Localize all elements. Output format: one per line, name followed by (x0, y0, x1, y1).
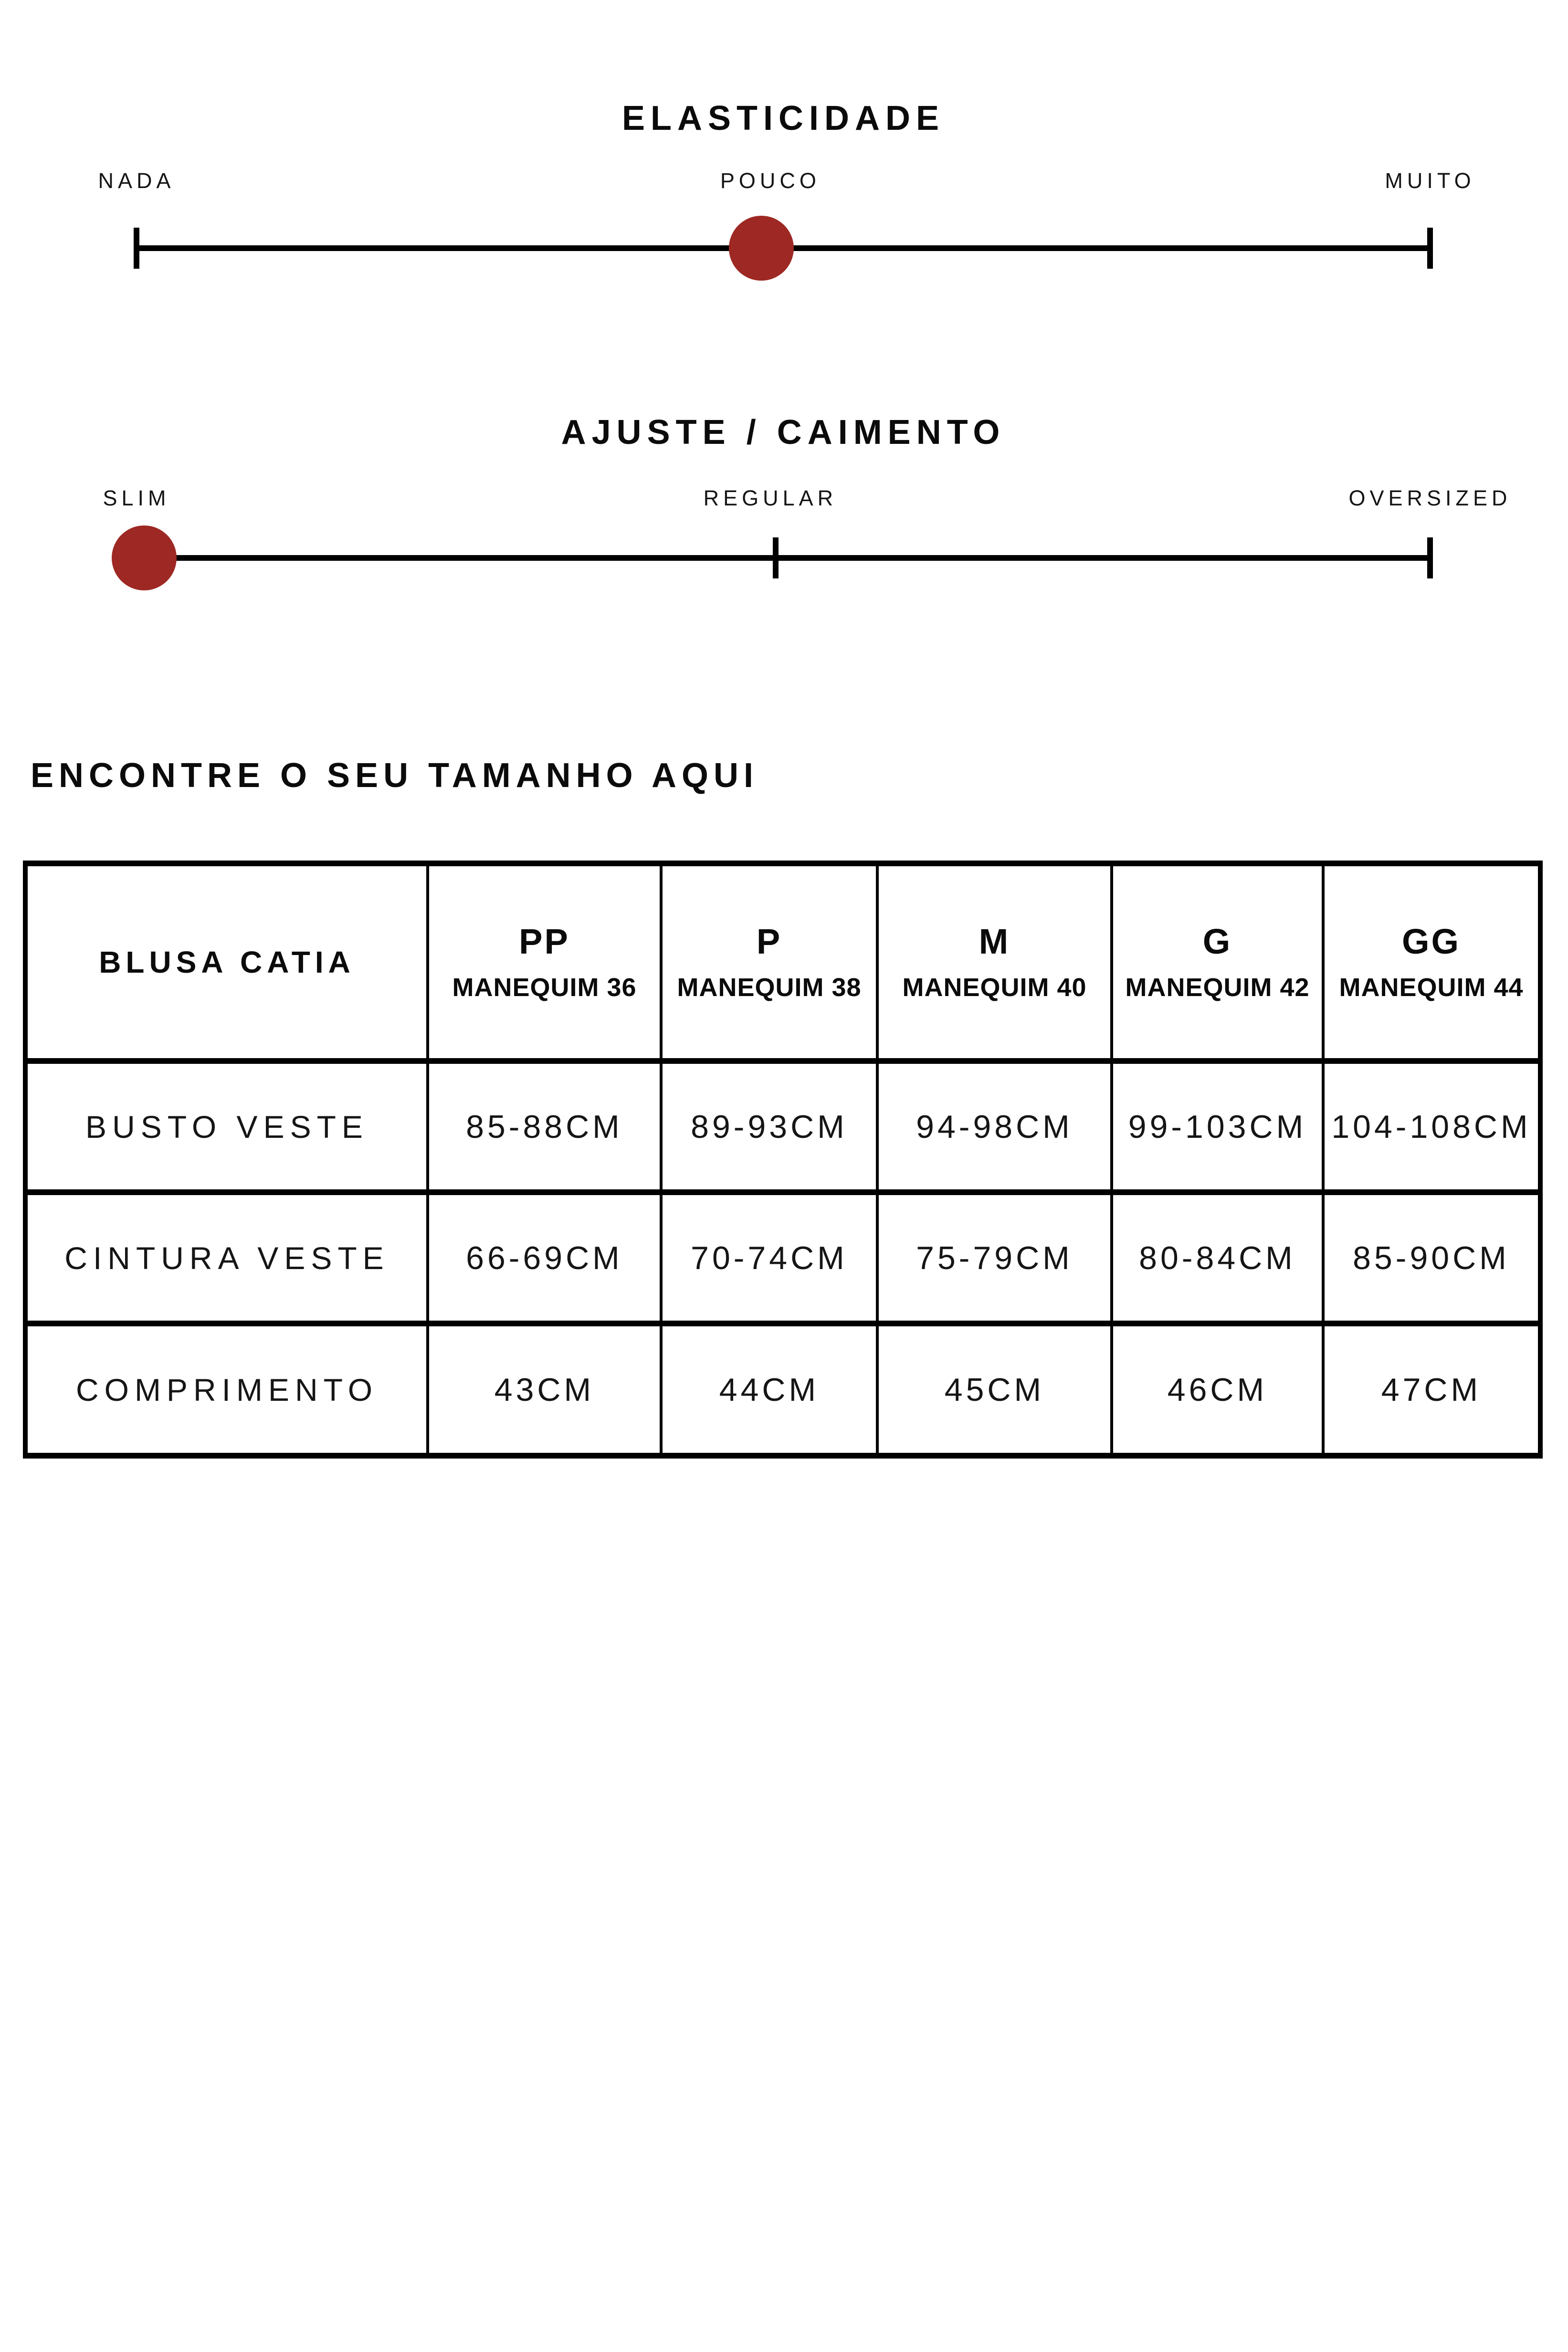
measure-value-cell: 43CM (428, 1323, 661, 1456)
measure-value-cell: 45CM (877, 1323, 1112, 1456)
elasticity-slider-track (137, 245, 1430, 251)
elasticity-slider-section (98, 99, 1475, 321)
product-name-cell (25, 863, 428, 1061)
fit-label-mid: REGULAR (703, 486, 838, 510)
elasticity-label-max: MUITO (1385, 168, 1475, 193)
size-mannequin: MANEQUIM 36 (452, 973, 637, 1002)
table-row-bust (25, 1061, 1540, 1192)
table-row-waist (25, 1192, 1540, 1323)
fit-value-dot (112, 525, 177, 590)
measure-value-cell: 80-84CM (1112, 1192, 1323, 1323)
size-column-gg (1323, 863, 1540, 1061)
fit-tick-mid (773, 537, 779, 578)
elasticity-title: ELASTICIDADE (621, 99, 945, 137)
measure-value-cell: 85-90CM (1323, 1192, 1540, 1323)
fit-label-max: OVERSIZED (1348, 486, 1512, 510)
measure-label-cell: BUSTO VESTE (25, 1061, 428, 1192)
measure-value-cell: 70-74CM (661, 1192, 877, 1323)
elasticity-label-min: NADA (98, 168, 175, 193)
size-mannequin: MANEQUIM 38 (677, 973, 862, 1002)
size-mannequin: MANEQUIM 44 (1339, 973, 1524, 1002)
size-table-header-row (25, 863, 1540, 1061)
elasticity-tick-end (1427, 228, 1433, 269)
fit-tick-end (1427, 537, 1433, 578)
elasticity-tick-start (134, 228, 139, 269)
fit-slider-track (137, 555, 1430, 561)
fit-slider-section (103, 413, 1512, 635)
size-column-p (661, 863, 877, 1061)
measure-value-cell: 94-98CM (877, 1061, 1112, 1192)
size-guide-heading: ENCONTRE O SEU TAMANHO AQUI (31, 756, 759, 795)
measure-value-cell: 44CM (661, 1323, 877, 1456)
fit-labels (103, 486, 1512, 510)
measure-value-cell: 85-88CM (428, 1061, 661, 1192)
measure-label-cell: CINTURA VESTE (25, 1192, 428, 1323)
measure-value-cell: 104-108CM (1323, 1061, 1540, 1192)
size-column-m (877, 863, 1112, 1061)
size-mannequin: MANEQUIM 42 (1125, 973, 1310, 1002)
size-code: M (979, 922, 1010, 961)
size-mannequin: MANEQUIM 40 (902, 973, 1087, 1002)
measure-value-cell: 75-79CM (877, 1192, 1112, 1323)
size-code: GG (1401, 922, 1461, 961)
elasticity-label-mid: POUCO (720, 168, 821, 193)
fit-label-min: SLIM (103, 486, 170, 510)
size-table (23, 861, 1543, 1459)
measure-value-cell: 46CM (1112, 1323, 1323, 1456)
fit-title: AJUSTE / CAIMENTO (561, 413, 1006, 452)
elasticity-labels (98, 168, 1475, 193)
size-column-pp (428, 863, 661, 1061)
size-code: P (756, 922, 782, 961)
size-code: G (1202, 922, 1232, 961)
measure-label-cell: COMPRIMENTO (25, 1323, 428, 1456)
measure-value-cell: 66-69CM (428, 1192, 661, 1323)
measure-value-cell: 99-103CM (1112, 1061, 1323, 1192)
elasticity-value-dot (729, 216, 794, 281)
measure-value-cell: 89-93CM (661, 1061, 877, 1192)
table-row-length (25, 1323, 1540, 1456)
product-name: BLUSA CATIA (99, 945, 355, 979)
measure-value-cell: 47CM (1323, 1323, 1540, 1456)
size-code: PP (519, 922, 570, 961)
size-column-g (1112, 863, 1323, 1061)
